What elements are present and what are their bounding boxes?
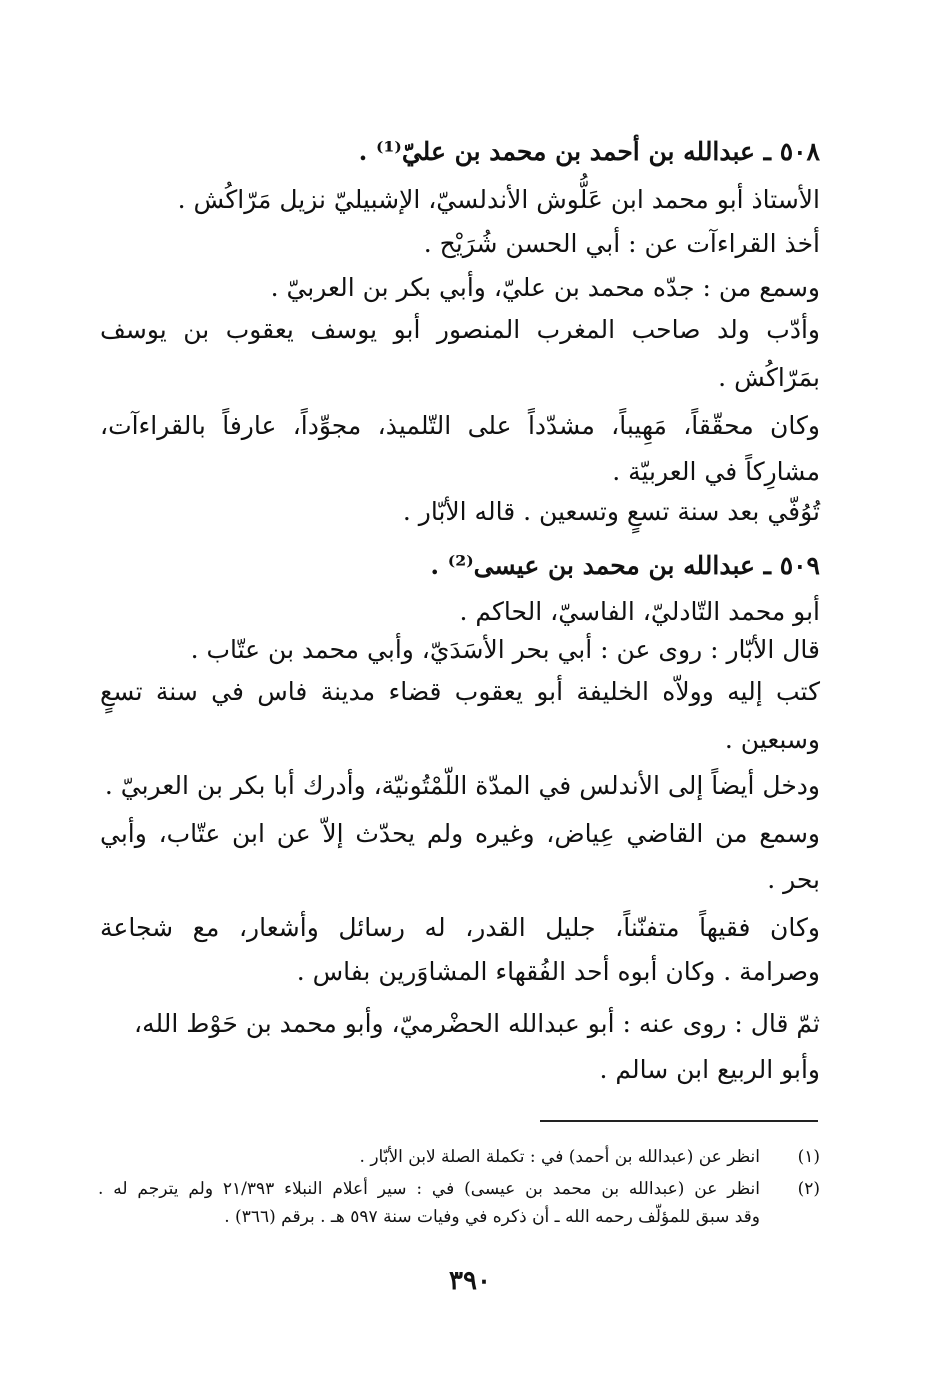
entry-509-line-1: أبو محمد التّادليّ، الفاسيّ، الحاكم .: [459, 597, 820, 626]
entry-508-line-7: مشارِكاً في العربيّة .: [612, 457, 820, 486]
entry-508-line-1: الأستاذ أبو محمد ابن عَلُّوش الأندلسيّ، الإشبيليّ نزيل مَرّاكُش .: [177, 185, 820, 214]
entry-509-line-8: وكان فقيهاً متفنّناً، جليل القدر، له رسائل وأشعار، مع شجاعة: [100, 913, 820, 942]
entry-508-line-2: أخذ القراءآت عن : أبي الحسن شُرَيْح .: [423, 229, 820, 258]
footnote-number: (٢): [797, 1179, 820, 1199]
entry-509-line-5: ودخل أيضاً إلى الأندلس في المدّة اللّمْتُونيّة، وأدرك أبا بكر بن العربيّ .: [104, 771, 820, 800]
entry-508-line-8: تُوُفّي بعد سنة تسعٍ وتسعين . قاله الأبّار .: [402, 497, 820, 526]
entry-508-line-5: بمَرّاكُش .: [718, 363, 820, 392]
entry-509-line-10: ثمّ قال : روى عنه : أبو عبدالله الحضْرميّ، وأبو محمد بن حَوْط الله،: [134, 1009, 820, 1038]
footnote-separator: [540, 1120, 818, 1122]
entry-508-line-3: وسمع من : جدّه محمد بن عليّ، وأبي بكر بن العربيّ .: [270, 273, 820, 302]
footnote-text: انظر عن (عبدالله بن أحمد) في : تكملة الصلة لابن الأبّار .: [359, 1147, 760, 1167]
entry-508-line-6: وكان محقّقاً، مَهِيباً، مشدّداً على التّلميذ، مجوِّداً، عارفاً بالقراءآت،: [100, 411, 820, 440]
entry-509-line-6: وسمع من القاضي عِياض، وغيره ولم يحدّث إلاّ عن ابن عتّاب، وأبي: [100, 819, 821, 848]
footnote-2: [98, 1176, 820, 1202]
entry-509-line-9: وصرامة . وكان أبوه أحد الفُقهاء المشاوَرين بفاس .: [296, 957, 820, 986]
page-number: ٣٩٠: [449, 1266, 491, 1296]
footnote-text: انظر عن (عبدالله بن محمد بن عيسى) في : سير أعلام النبلاء ٢١/٣٩٣ ولم يترجم له .: [98, 1179, 760, 1199]
footnote-1: [100, 1144, 820, 1170]
entry-508-heading: ٥٠٨ ـ عبدالله بن أحمد بن محمد بن عليّ⁽¹⁾ .: [358, 137, 820, 166]
entry-509-line-7: بحر .: [767, 865, 820, 894]
entry-509-line-4: وسبعين .: [724, 725, 820, 754]
entry-508-line-4: وأدّب ولد صاحب المغرب المنصور أبو يوسف يعقوب بن يوسف: [100, 315, 820, 344]
footnote-2-continuation: [100, 1204, 820, 1230]
footnote-text: وقد سبق للمؤلّف رحمه الله ـ أن ذكره في وفيات سنة ٥٩٧ هـ . برقم (٣٦٦) .: [224, 1207, 760, 1227]
entry-509-line-2: قال الأبّار : روى عن : أبي بحر الأسَدَيّ، وأبي محمد بن عتّاب .: [190, 635, 820, 664]
footnote-number: (١): [797, 1147, 820, 1167]
entry-509-line-11: وأبو الربيع ابن سالم .: [599, 1055, 820, 1084]
entry-509-heading: ٥٠٩ ـ عبدالله بن محمد بن عيسى⁽²⁾ .: [430, 551, 820, 580]
entry-509-line-3: كتب إليه وولاّه الخليفة أبو يعقوب قضاء مدينة فاس في سنة تسعٍ: [100, 677, 820, 706]
